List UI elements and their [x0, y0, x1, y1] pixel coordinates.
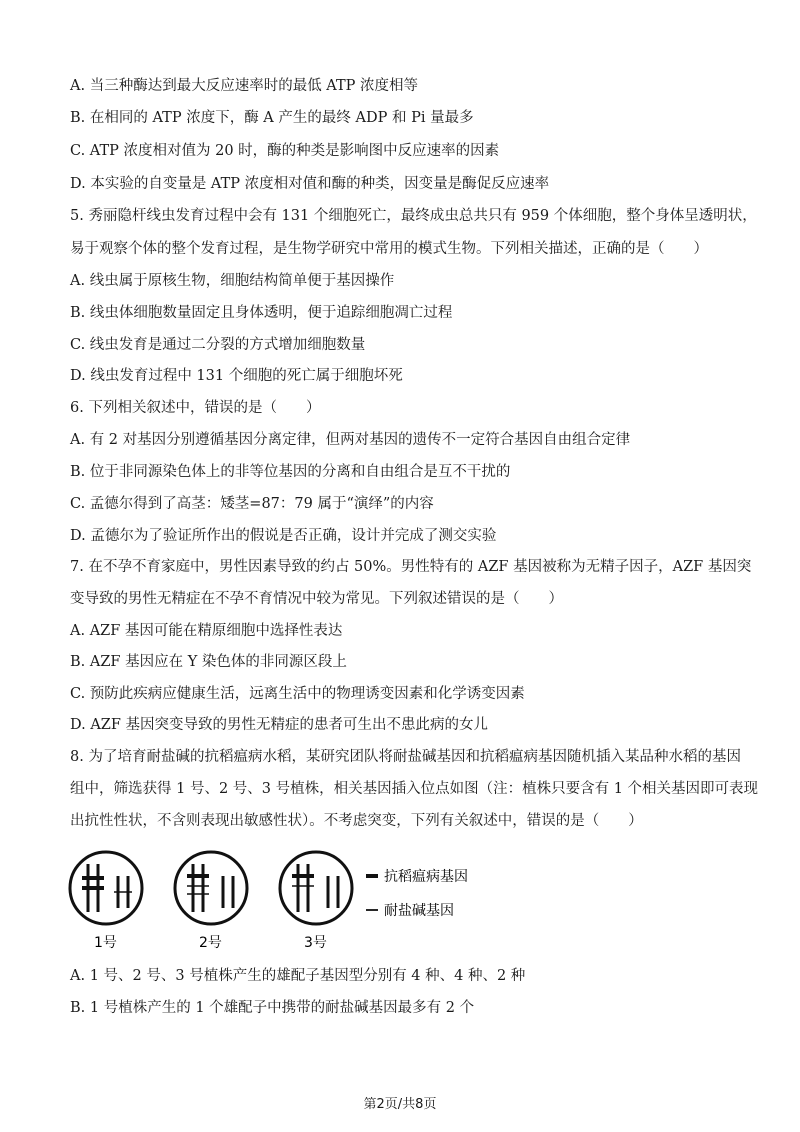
plant-2-cell	[175, 852, 247, 924]
plant-1-label: 1号	[94, 935, 117, 951]
option-a-q4: A. 当三种酶达到最大反应速率时的最低 ATP 浓度相等	[70, 78, 419, 94]
option-a-q8: A. 1 号、2 号、3 号植株产生的雄配子基因型分别有 4 种、4 种、2 种	[70, 968, 526, 984]
question-7-stem-1: 7. 在不孕不育家庭中，男性因素导致的约占 50%。男性特有的 AZF 基因被称为无精子因子，AZF 基因突	[70, 559, 752, 575]
option-d-q7: D. AZF 基因突变导致的男性无精症的患者可生出不患此病的女儿	[70, 717, 489, 733]
option-d-q5: D. 线虫发育过程中 131 个细胞的死亡属于细胞坏死	[70, 368, 403, 384]
option-b-q4: B. 在相同的 ATP 浓度下，酶 A 产生的最终 ADP 和 Pi 量最多	[70, 110, 474, 126]
question-7-stem-2: 变导致的男性无精症在不孕不育情况中较为常见。下列叙述错误的是（ ）	[70, 591, 563, 607]
question-5-stem-2: 易于观察个体的整个发育过程，是生物学研究中常用的模式生物。下列相关描述，正确的是（ ）	[70, 241, 708, 257]
option-d-q6: D. 孟德尔为了验证所作出的假说是否正确，设计并完成了测交实验	[70, 528, 497, 544]
plant-1-cell	[70, 852, 142, 924]
legend-thick-label: 抗稻瘟病基因	[384, 869, 468, 885]
question-5-stem-1: 5. 秀丽隐杆线虫发育过程中会有 131 个细胞死亡，最终成虫总共只有 959 个体细胞，整个身体呈透明状，	[70, 208, 757, 224]
option-b-q6: B. 位于非同源染色体上的非等位基因的分离和自由组合是互不干扰的	[70, 464, 511, 480]
option-c-q6: C. 孟德尔得到了高茎：矮茎=87：79 属于“演绎”的内容	[70, 496, 434, 512]
question-8-stem-3: 出抗性性状，不含则表现出敏感性状）。不考虑突变，下列有关叙述中，错误的是（ ）	[70, 813, 643, 829]
plant-3-cell	[280, 852, 352, 924]
option-c-q7: C. 预防此疾病应健康生活，远离生活中的物理诱变因素和化学诱变因素	[70, 686, 525, 702]
option-a-q5: A. 线虫属于原核生物，细胞结构简单便于基因操作	[70, 273, 395, 289]
gene-insertion-figure	[66, 846, 486, 956]
option-a-q7: A. AZF 基因可能在精原细胞中选择性表达	[70, 623, 343, 639]
option-d-q4: D. 本实验的自变量是 ATP 浓度相对值和酶的种类，因变量是酶促反应速率	[70, 176, 550, 192]
option-c-q5: C. 线虫发育是通过二分裂的方式增加细胞数量	[70, 337, 366, 353]
option-b-q5: B. 线虫体细胞数量固定且身体透明，便于追踪细胞凋亡过程	[70, 305, 453, 321]
option-c-q4: C. ATP 浓度相对值为 20 时，酶的种类是影响图中反应速率的因素	[70, 143, 500, 159]
question-6-stem: 6. 下列相关叙述中，错误的是（ ）	[70, 400, 321, 416]
plant-3-label: 3号	[304, 935, 327, 951]
legend-thin-label: 耐盐碱基因	[384, 903, 454, 919]
option-a-q6: A. 有 2 对基因分别遵循基因分离定律，但两对基因的遗传不一定符合基因自由组合定律	[70, 432, 631, 448]
question-8-stem-1: 8. 为了培育耐盐碱的抗稻瘟病水稻，某研究团队将耐盐碱基因和抗稻瘟病基因随机插入某品种水稻的基因	[70, 749, 741, 765]
plant-2-label: 2号	[199, 935, 222, 951]
option-b-q7: B. AZF 基因应在 Y 染色体的非同源区段上	[70, 654, 347, 670]
option-b-q8: B. 1 号植株产生的 1 个雄配子中携带的耐盐碱基因最多有 2 个	[70, 1000, 475, 1016]
page-footer: 第2页/共8页	[363, 1097, 437, 1112]
question-8-stem-2: 组中，筛选获得 1 号、2 号、3 号植株，相关基因插入位点如图（注：植株只要含有 1 个相关基因即可表现	[70, 781, 759, 797]
